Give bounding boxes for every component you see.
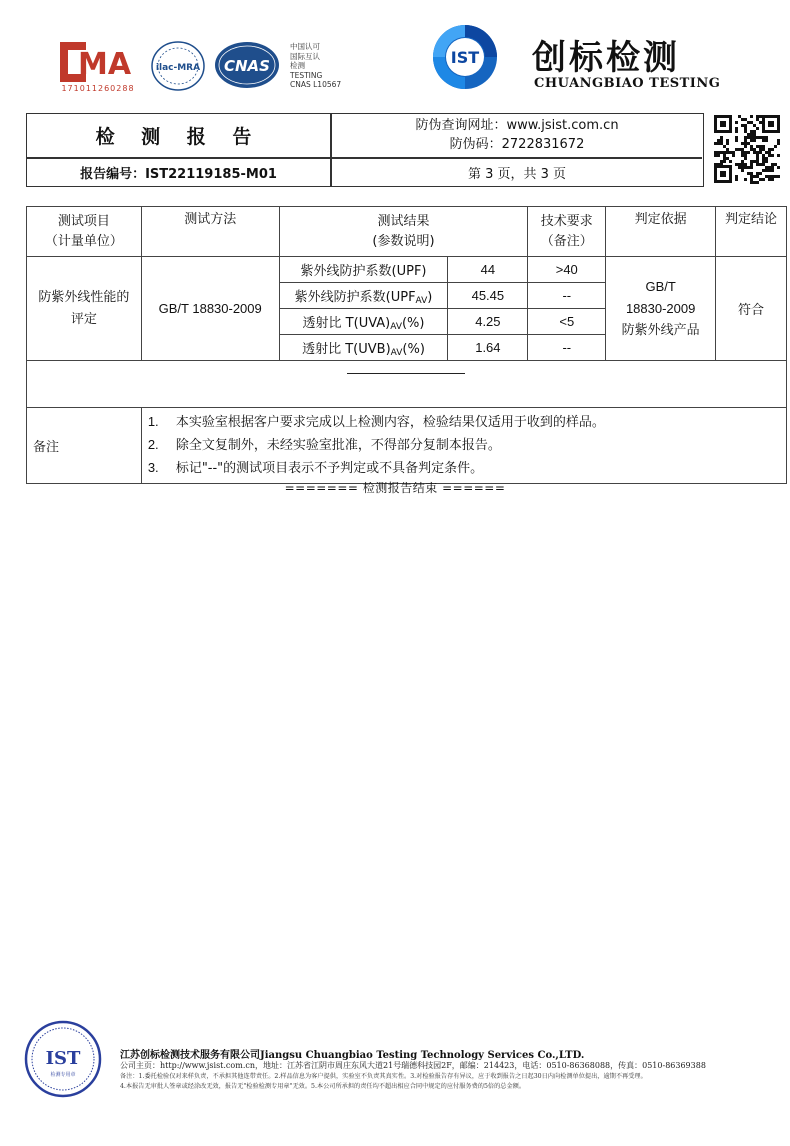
note-item <box>148 457 786 480</box>
blank-row <box>27 361 787 408</box>
param-subscript: AV <box>415 295 428 306</box>
notes-label: 备注 <box>27 408 142 484</box>
test-method-value: GB/T 18830-2009 <box>141 257 279 361</box>
param-upf-av <box>279 283 448 309</box>
test-results-table <box>26 206 787 484</box>
report-number: 报告编号：IST22119185-M01 <box>80 167 277 182</box>
blank-cell <box>27 361 787 408</box>
param-uva <box>279 309 448 335</box>
test-item-line: 防紫外线性能的 <box>38 289 130 305</box>
cma-logo-text: MA <box>78 47 132 82</box>
note-text: 标记"--"的测试项目表示不予判定或不具备判定条件。 <box>175 461 484 476</box>
param-upf: 紫外线防护系数(UPF) <box>279 257 448 283</box>
header-requirement-label: 技术要求 <box>540 213 593 229</box>
qr-code <box>712 113 782 185</box>
ilac-text: ilac-MRA <box>155 63 201 73</box>
note-item <box>148 434 786 457</box>
value-upf: 44 <box>448 257 528 283</box>
ilac-mra-logo <box>150 40 206 92</box>
cma-number: 171011260288 <box>61 84 135 93</box>
cnas-logo <box>214 40 280 90</box>
header-test-item <box>27 207 142 257</box>
report-title: 检 测 报 告 <box>95 126 262 148</box>
test-item-line: 评定 <box>70 311 97 327</box>
param-uvb <box>279 335 448 361</box>
param-subscript: AV <box>390 347 403 358</box>
cnas-info-line: 检测 <box>290 61 305 70</box>
table-row <box>27 257 787 283</box>
value-uvb: 1.64 <box>448 335 528 361</box>
basis-value <box>606 257 716 361</box>
value-uva: 4.25 <box>448 309 528 335</box>
test-item-name <box>27 257 142 361</box>
header-item-label: 测试项目 <box>57 213 110 229</box>
basis-line: 防紫外线产品 <box>621 322 700 338</box>
param-main: 透射比 T(UVB) <box>302 341 391 357</box>
report-info-box <box>26 113 704 187</box>
header-requirement <box>528 207 606 257</box>
value-upf-av: 45.45 <box>448 283 528 309</box>
footer-company: 江苏创标检测技术服务有限公司Jiangsu Chuangbiao Testing Technology Services Co.,LTD. <box>120 1050 585 1061</box>
cnas-info-line: TESTING <box>290 70 323 80</box>
footer-contact: 公司主页：http://www.jsist.com.cn，地址：江苏省江阴市周庄东风大道21号瑞德科技园2F，邮编：214423，电话：0510-86368088，传真：0510-86369388 <box>120 1061 706 1070</box>
cnas-info-line: CNAS L10567 <box>290 80 342 89</box>
note-text: 除全文复制外，未经实验室批准，不得部分复制本报告。 <box>175 438 501 453</box>
header-basis: 判定依据 <box>606 207 716 257</box>
page-info: 第 3 页，共 3 页 <box>467 167 567 182</box>
basis-line: GB/T <box>645 278 676 294</box>
cnas-info-line: 中国认可 <box>290 42 320 51</box>
notes-content <box>141 408 786 484</box>
basis-line: 18830-2009 <box>625 300 696 316</box>
param-end: (%) <box>402 341 425 357</box>
ist-logo-text: IST <box>450 48 480 67</box>
cnas-text: CNAS <box>224 57 270 75</box>
param-end: ) <box>427 289 433 305</box>
header-test-method: 测试方法 <box>141 207 279 257</box>
conclusion-value: 符合 <box>716 257 787 361</box>
requirement-upf-av: -- <box>528 283 606 309</box>
header-conclusion: 判定结论 <box>716 207 787 257</box>
stamp-subtext: 检测专用章 <box>50 1072 76 1078</box>
note-number: 2. <box>147 437 159 452</box>
report-end-marker: ======= 检测报告结束 ====== <box>284 481 506 495</box>
header-requirement-note: （备注） <box>540 233 593 249</box>
footer-remark-1: 备注：1.委托检验仅对来样负责，不承担其他连带责任。2.样品信息为客户提供，实验室不负责其真实性。3.对检验报告存有异议，应于收到报告之日起30日内向检测单位提出，逾期不再受理。 <box>120 1073 647 1080</box>
header-item-unit: （计量单位） <box>44 233 123 249</box>
cnas-info <box>290 42 341 90</box>
footer-remark-2: 4.本报告无审批人签章或经涂改无效，报告无"检验检测专用章"无效。5.本公司所承担的责任均不超出相应合同中规定的应付服务费的5倍的总金额。 <box>120 1083 526 1090</box>
note-number: 1. <box>147 414 159 429</box>
param-main: 紫外线防护系数(UPF <box>294 289 416 305</box>
header-result-label: 测试结果 <box>377 213 430 229</box>
brand-name-en: CHUANGBIAO TESTING <box>534 76 721 91</box>
brand-name-cn: 创标检测 <box>532 38 680 78</box>
requirement-uvb: -- <box>528 335 606 361</box>
ist-logo <box>430 22 500 92</box>
table-header-row <box>27 207 787 257</box>
verify-info <box>332 116 702 157</box>
param-main: 透射比 T(UVA) <box>302 315 391 331</box>
note-text: 本实验室根据客户要求完成以上检测内容，检验结果仅适用于收到的样品。 <box>175 415 605 430</box>
note-item <box>148 411 786 434</box>
company-stamp <box>24 1020 102 1098</box>
param-subscript: AV <box>390 321 402 332</box>
stamp-text: IST <box>45 1048 81 1069</box>
param-end: (%) <box>401 315 425 331</box>
header-result-note: (参数说明) <box>372 233 435 249</box>
cnas-info-line: 国际互认 <box>290 51 320 61</box>
requirement-uva: <5 <box>528 309 606 335</box>
divider-line <box>347 373 465 374</box>
cma-logo <box>56 38 136 86</box>
header-test-result <box>279 207 528 257</box>
verify-url: 防伪查询网址：www.jsist.com.cn <box>415 118 619 133</box>
note-number: 3. <box>147 460 159 475</box>
verify-code: 防伪码：2722831672 <box>449 137 585 152</box>
notes-row <box>27 408 787 484</box>
requirement-upf: >40 <box>528 257 606 283</box>
